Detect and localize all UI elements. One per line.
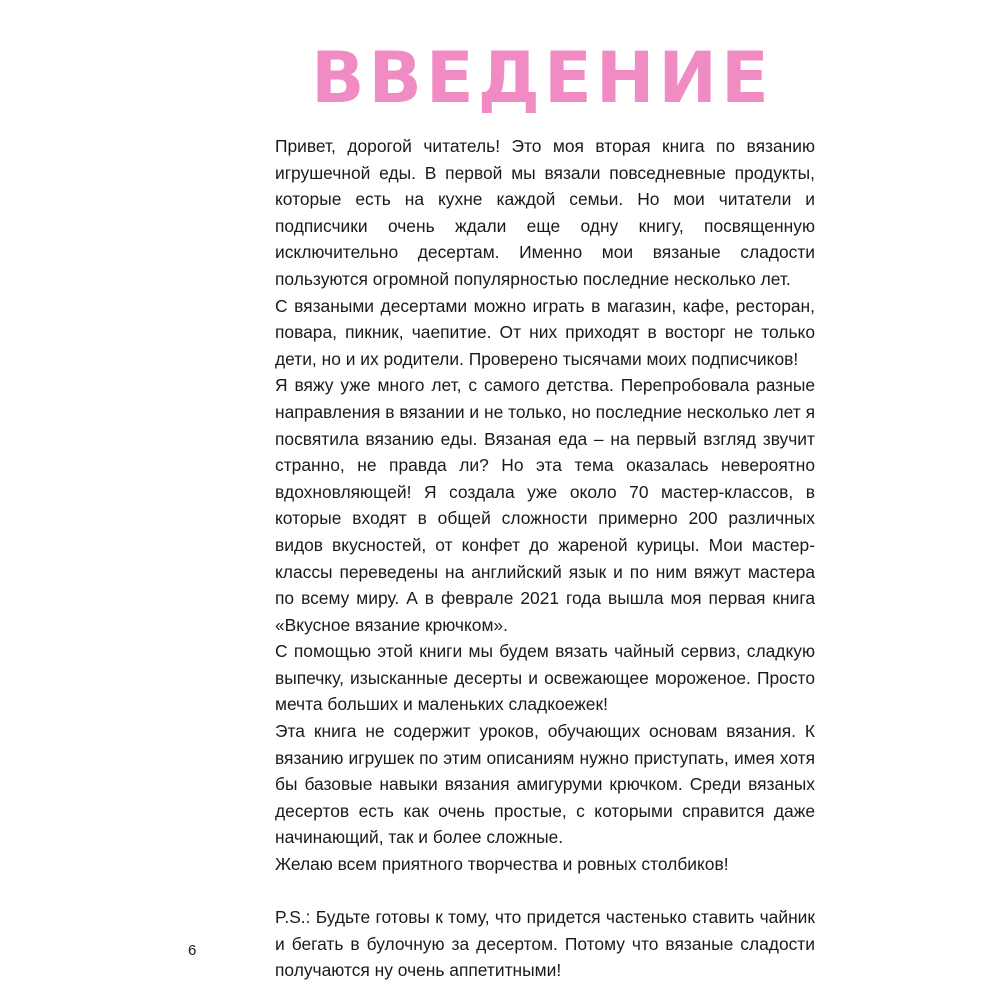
intro-text (275, 133, 815, 984)
page-number: 6 (188, 942, 197, 959)
paragraph-5: Эта книга не содержит уроков, обучающих основам вязания. К вязанию игрушек по этим описаниям нужно приступать, имея хотя бы базовые навыки вязания амигуруми крючком. Среди вязаных десертов есть как очень простые, с которыми справится даже начинающий, так и более сложные. (275, 721, 815, 848)
paragraph-2: С вязаными десертами можно играть в магазин, кафе, ресторан, повара, пикник, чаепитие. От них приходят в восторг не только дети, но и их родители. Проверено тысячами моих подписчиков! (275, 295, 815, 369)
paragraph-3: Я вяжу уже много лет, с самого детства. Перепробовала разные направления в вязании и не только, но последние несколько лет я посвятила вязанию еды. Вязаная еда – на первый взгляд звучит странно, не правда ли? Но эта тема оказалась невероятно вдохновляющей! Я создала уже около 70 мастер-классов, в которые входят в общей сложности примерно 200 различных видов вкусностей, от конфет до жареной курицы. Мои мастер-классы переведены на английский язык и по ним вяжут мастера по всему миру. А в феврале 2021 года вышла моя первая книга «Вкусное вязание крючком». (275, 375, 815, 635)
page-title: ВВЕДЕНИЕ (311, 37, 773, 119)
postscript: P.S.: Будьте готовы к тому, что придется частенько ставить чайник и бегать в булочную за десертом. Потому что вязаные сладости получаются ну очень аппетитными! (275, 907, 815, 981)
paragraph-1: Привет, дорогой читатель! Это моя вторая книга по вязанию игрушечной еды. В первой мы вязали повседневные продукты, которые есть на кухне каждой семьи. Но мои читатели и подписчики очень ждали еще одну книгу, посвященную исключительно десертам. Именно мои вязаные сладости пользуются огромной популярностью последние несколько лет. (275, 136, 815, 289)
paragraph-4: С помощью этой книги мы будем вязать чайный сервиз, сладкую выпечку, изысканные десерты и освежающее мороженое. Просто мечта больших и маленьких сладкоежек! (275, 641, 815, 715)
paragraph-6: Желаю всем приятного творчества и ровных столбиков! (275, 854, 729, 875)
